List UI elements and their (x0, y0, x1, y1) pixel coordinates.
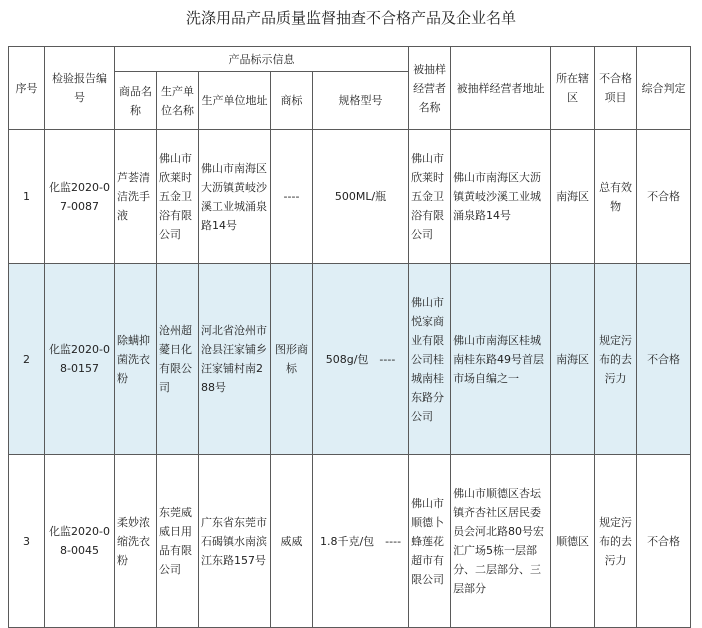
cell-seller: 佛山市欣莱时五金卫浴有限公司 (409, 130, 451, 264)
cell-spec: 1.8千克/包 ---- (313, 455, 409, 628)
header-maker-addr: 生产单位地址 (199, 72, 271, 130)
table-row (9, 455, 691, 628)
cell-maker-addr: 广东省东莞市石碣镇水南滨江东路157号 (199, 455, 271, 628)
header-brand: 商标 (271, 72, 313, 130)
cell-seller-addr: 佛山市南海区桂城南桂东路49号首层市场自编之一 (451, 264, 551, 455)
cell-seller-addr: 佛山市顺德区杏坛镇齐杏社区居民委员会河北路80号宏汇广场5栋一层部分、二层部分、三层部分 (451, 455, 551, 628)
header-fail-item: 不合格项目 (595, 47, 637, 130)
cell-product-name: 柔妙浓缩洗衣粉 (115, 455, 157, 628)
header-seller-addr: 被抽样经营者地址 (451, 47, 551, 130)
cell-maker: 佛山市欣莱时五金卫浴有限公司 (157, 130, 199, 264)
cell-seq: 2 (9, 264, 45, 455)
header-seller: 被抽样经营者名称 (409, 47, 451, 130)
header-verdict: 综合判定 (637, 47, 691, 130)
cell-maker: 沧州超薆日化有限公司 (157, 264, 199, 455)
header-maker: 生产单位名称 (157, 72, 199, 130)
cell-fail-item: 规定污布的去污力 (595, 455, 637, 628)
cell-seller: 佛山市顺德卜蜂莲花超市有限公司 (409, 455, 451, 628)
unqualified-products-table (8, 46, 691, 628)
table-row (9, 130, 691, 264)
cell-maker-addr: 佛山市南海区大沥镇黄岐沙溪工业城涌泉路14号 (199, 130, 271, 264)
cell-seller-addr: 佛山市南海区大沥镇黄岐沙溪工业城涌泉路14号 (451, 130, 551, 264)
header-report-no: 检验报告编号 (45, 47, 115, 130)
header-spec: 规格型号 (313, 72, 409, 130)
cell-report-no: 化监2020-08-0045 (45, 455, 115, 628)
cell-report-no: 化监2020-08-0157 (45, 264, 115, 455)
cell-seller: 佛山市悦家商业有限公司桂城南桂东路分公司 (409, 264, 451, 455)
cell-brand: ---- (271, 130, 313, 264)
cell-district: 顺德区 (551, 455, 595, 628)
cell-spec: 508g/包 ---- (313, 264, 409, 455)
cell-verdict: 不合格 (637, 130, 691, 264)
cell-district: 南海区 (551, 130, 595, 264)
header-product-info: 产品标示信息 (115, 47, 409, 72)
header-row-1 (9, 47, 691, 72)
cell-report-no: 化监2020-07-0087 (45, 130, 115, 264)
cell-product-name: 除螨抑菌洗衣粉 (115, 264, 157, 455)
document-title: 洗涤用品产品质量监督抽查不合格产品及企业名单 (185, 9, 516, 27)
header-district: 所在辖区 (551, 47, 595, 130)
cell-verdict: 不合格 (637, 264, 691, 455)
cell-fail-item: 总有效物 (595, 130, 637, 264)
cell-brand: 图形商标 (271, 264, 313, 455)
cell-brand: 威威 (271, 455, 313, 628)
cell-seq: 1 (9, 130, 45, 264)
cell-product-name: 芦荟清洁洗手液 (115, 130, 157, 264)
cell-district: 南海区 (551, 264, 595, 455)
cell-spec: 500ML/瓶 (313, 130, 409, 264)
header-product-name: 商品名称 (115, 72, 157, 130)
table-row (9, 264, 691, 455)
cell-maker: 东莞威威日用品有限公司 (157, 455, 199, 628)
cell-maker-addr: 河北省沧州市沧县汪家铺乡汪家铺村南288号 (199, 264, 271, 455)
cell-fail-item: 规定污布的去污力 (595, 264, 637, 455)
header-seq: 序号 (9, 47, 45, 130)
cell-seq: 3 (9, 455, 45, 628)
cell-verdict: 不合格 (637, 455, 691, 628)
